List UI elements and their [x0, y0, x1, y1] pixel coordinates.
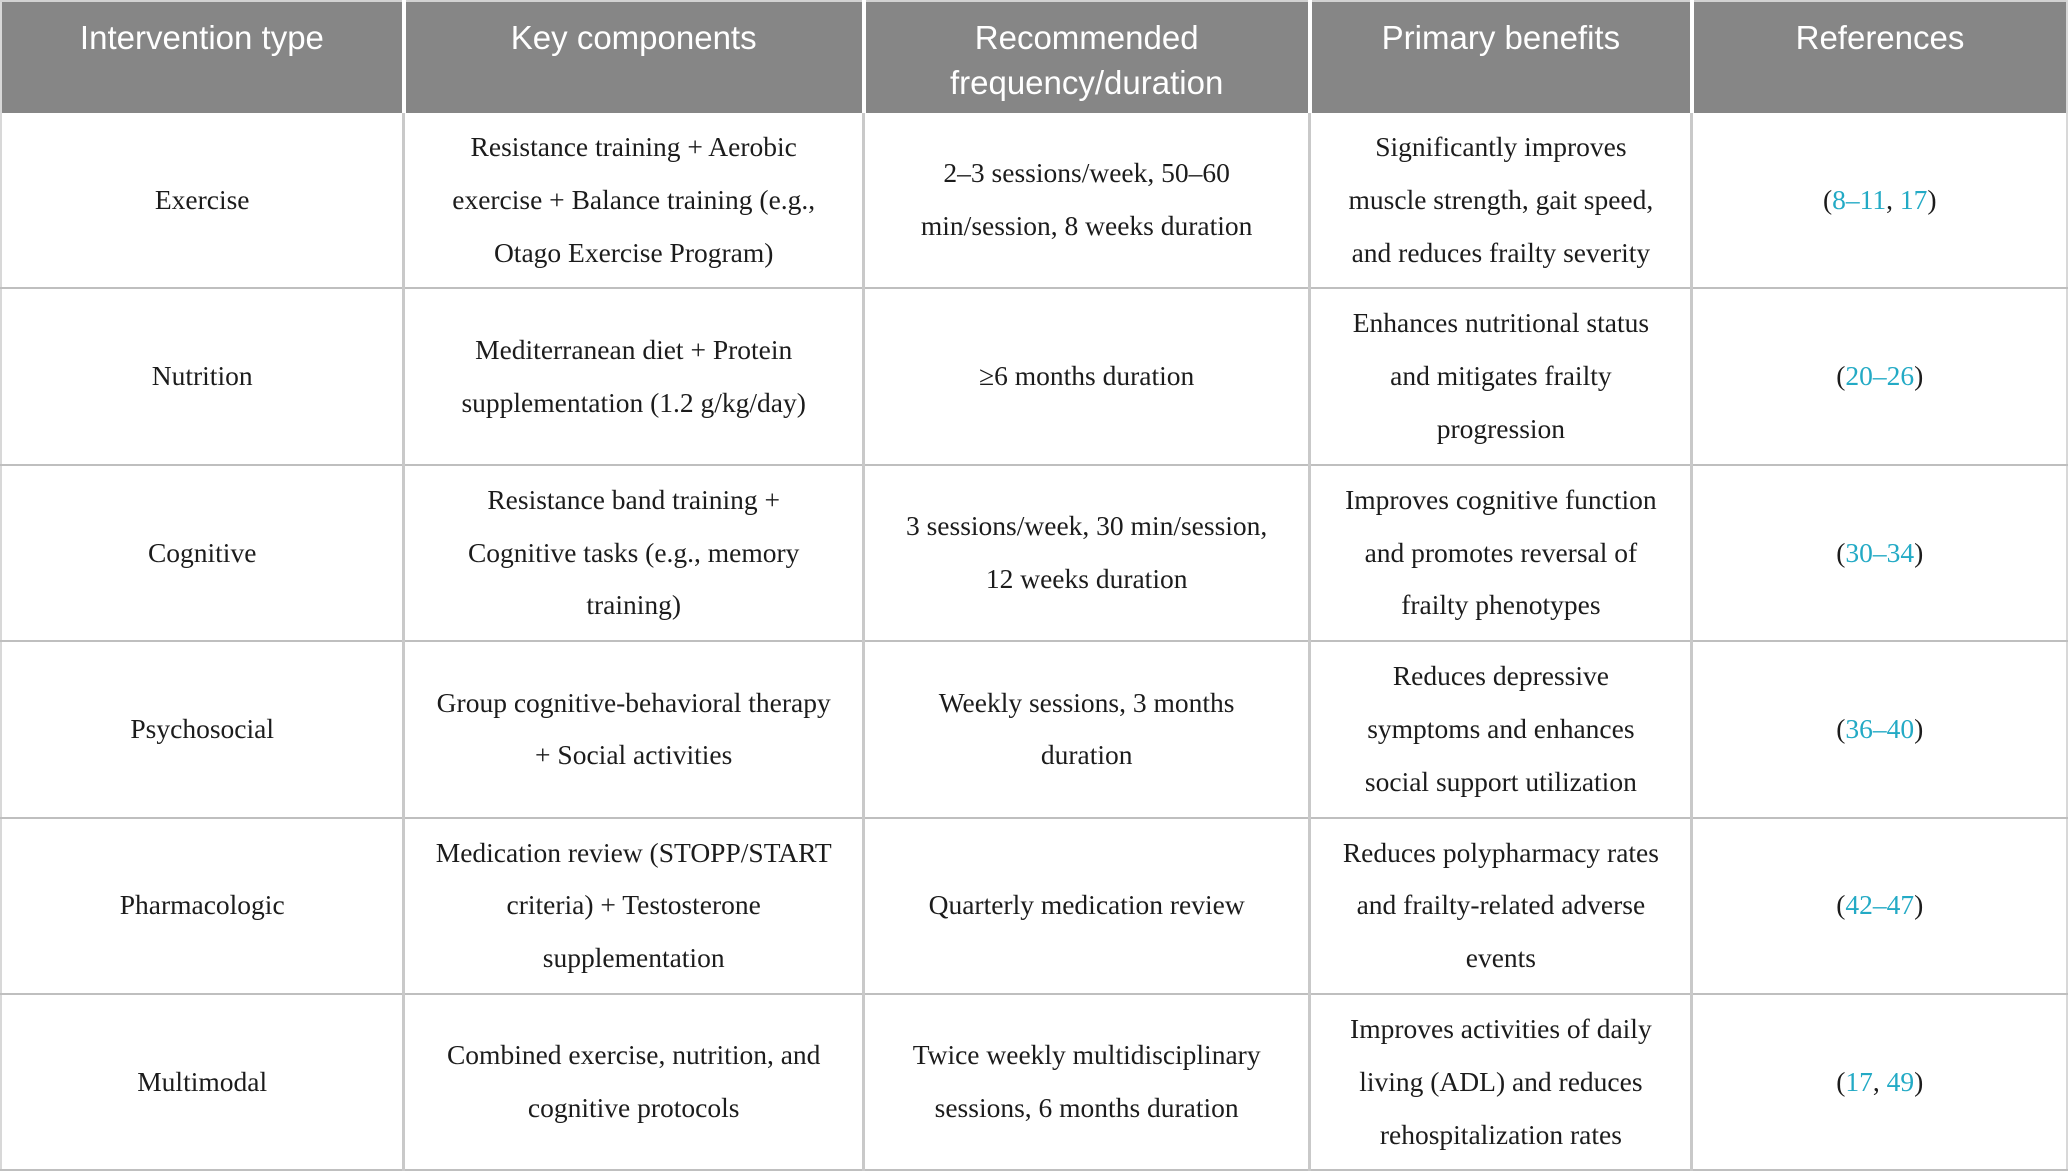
frequency-cell: Quarterly medication review — [864, 818, 1310, 994]
frequency-cell: Weekly sessions, 3 months duration — [864, 641, 1310, 817]
table-header — [1, 1, 2067, 113]
references-cell — [1692, 994, 2067, 1170]
frequency-cell: ≥6 months duration — [864, 288, 1310, 464]
key-components-cell: Group cognitive-behavioral therapy + Social activities — [404, 641, 864, 817]
reference-link[interactable]: 17 — [1845, 1065, 1873, 1097]
benefits-cell: Significantly improves muscle strength, gait speed, and reduces frailty severity — [1310, 113, 1692, 288]
reference-link[interactable]: 36–40 — [1845, 713, 1915, 745]
header-row — [1, 1, 2067, 113]
table-row-exercise — [1, 113, 2067, 288]
intervention-type-cell: Psychosocial — [1, 641, 404, 817]
benefits-cell: Reduces depressive symptoms and enhances social support utilization — [1310, 641, 1692, 817]
reference-text: ( — [1836, 360, 1846, 392]
reference-text: ( — [1836, 1065, 1846, 1097]
reference-text: ( — [1822, 183, 1833, 215]
reference-link[interactable]: 30–34 — [1845, 536, 1915, 568]
references-cell — [1692, 641, 2067, 817]
reference-text: ) — [1914, 360, 1924, 392]
reference-link[interactable]: 20–26 — [1845, 360, 1915, 392]
table-row-cognitive — [1, 465, 2067, 641]
benefits-cell: Improves activities of daily living (ADL) and reduces rehospitalization rates — [1310, 994, 1692, 1170]
table-row-multimodal — [1, 994, 2067, 1170]
intervention-type-cell: Multimodal — [1, 994, 404, 1170]
references-cell — [1692, 113, 2067, 288]
frequency-cell: 2–3 sessions/week, 50–60 min/session, 8 weeks duration — [864, 113, 1310, 288]
column-header-frequency-duration: Recommended frequency/duration — [864, 1, 1310, 113]
reference-text: , — [1872, 1065, 1887, 1097]
reference-text: ) — [1914, 536, 1924, 568]
reference-text: ) — [1927, 183, 1937, 215]
intervention-type-cell: Pharmacologic — [1, 818, 404, 994]
intervention-type-cell: Exercise — [1, 113, 404, 288]
references-cell — [1692, 465, 2067, 641]
table-row-psychosocial — [1, 641, 2067, 817]
key-components-cell: Medication review (STOPP/START criteria) + Testosterone supplementation — [404, 818, 864, 994]
key-components-cell: Resistance band training + Cognitive tasks (e.g., memory training) — [404, 465, 864, 641]
reference-text: ( — [1836, 713, 1846, 745]
reference-text: ) — [1914, 889, 1924, 921]
column-header-intervention-type: Intervention type — [1, 1, 404, 113]
intervention-type-cell: Nutrition — [1, 288, 404, 464]
benefits-cell: Reduces polypharmacy rates and frailty-related adverse events — [1310, 818, 1692, 994]
reference-text: ) — [1914, 1065, 1924, 1097]
frequency-cell: 3 sessions/week, 30 min/session, 12 weeks duration — [864, 465, 1310, 641]
column-header-key-components: Key components — [404, 1, 864, 113]
table-body — [1, 113, 2067, 1170]
reference-link[interactable]: 49 — [1886, 1065, 1915, 1097]
table-row-pharmacologic — [1, 818, 2067, 994]
reference-link[interactable]: 17 — [1899, 183, 1928, 215]
references-cell — [1692, 288, 2067, 464]
references-cell — [1692, 818, 2067, 994]
frequency-cell: Twice weekly multidisciplinary sessions, 6 months duration — [864, 994, 1310, 1170]
column-header-references: References — [1692, 1, 2067, 113]
column-header-primary-benefits: Primary benefits — [1310, 1, 1692, 113]
benefits-cell: Improves cognitive function and promotes reversal of frailty phenotypes — [1310, 465, 1692, 641]
key-components-cell: Combined exercise, nutrition, and cognitive protocols — [404, 994, 864, 1170]
intervention-type-cell: Cognitive — [1, 465, 404, 641]
reference-text: ) — [1914, 713, 1924, 745]
reference-text: ( — [1836, 889, 1846, 921]
reference-text: ( — [1836, 536, 1846, 568]
table-row-nutrition — [1, 288, 2067, 464]
key-components-cell: Mediterranean diet + Protein supplementation (1.2 g/kg/day) — [404, 288, 864, 464]
reference-link[interactable]: 42–47 — [1845, 889, 1915, 921]
key-components-cell: Resistance training + Aerobic exercise + Balance training (e.g., Otago Exercise Program) — [404, 113, 864, 288]
reference-text: , — [1886, 183, 1900, 215]
reference-link[interactable]: 8–11 — [1832, 183, 1887, 215]
benefits-cell: Enhances nutritional status and mitigates frailty progression — [1310, 288, 1692, 464]
